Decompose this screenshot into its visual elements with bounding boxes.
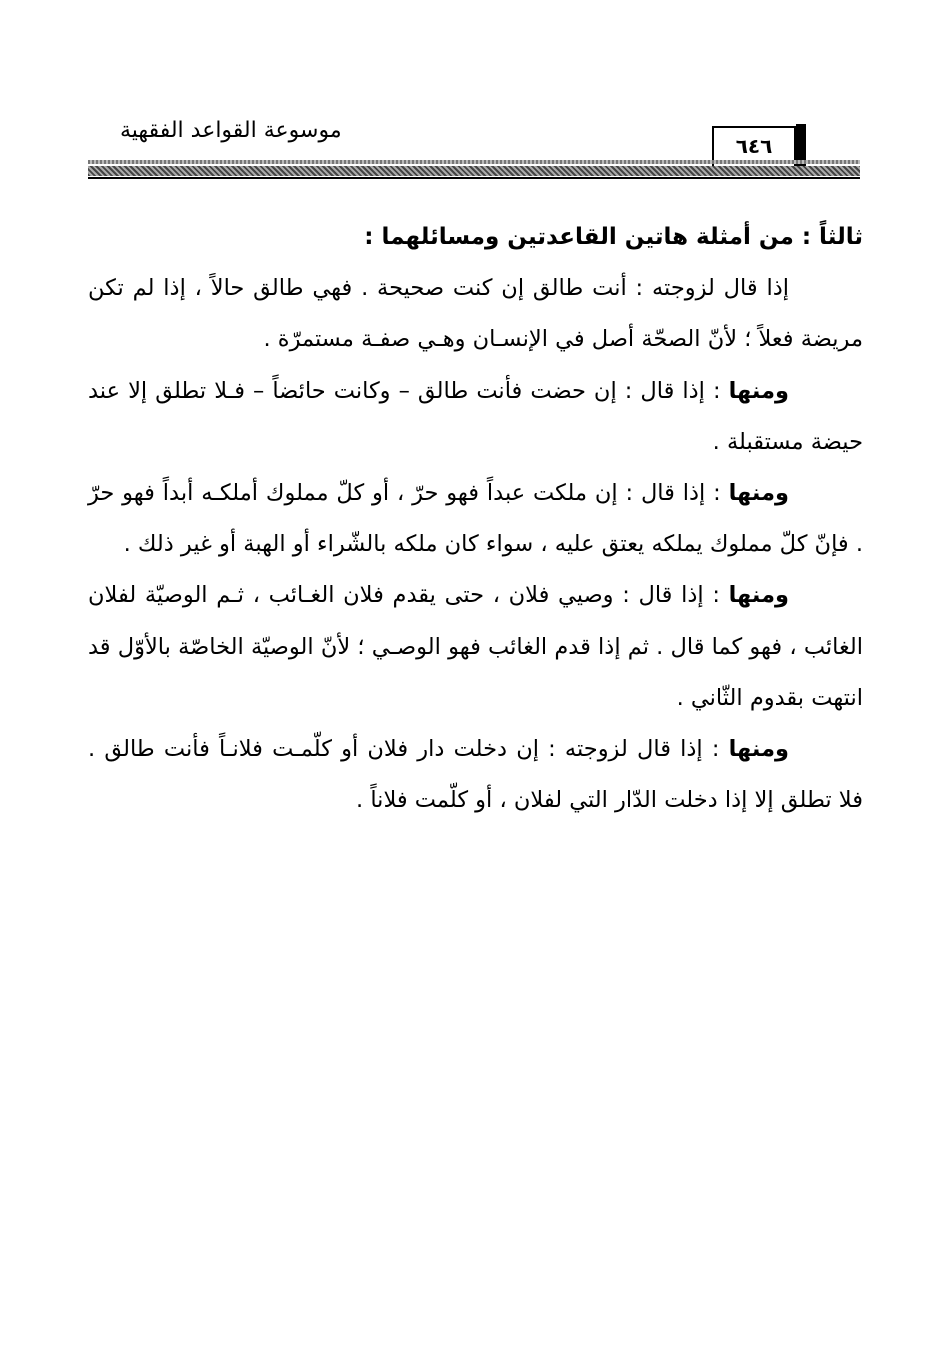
paragraph-1-text: إذا قال لزوجته : أنت طالق إن كنت صحيحة . فهي طالق حالاً ، إذا لم تكن مريضة فعلاً ؛ لأنّ الصحّة أصل في الإنسـان وهـي صفـة مستمرّة . (88, 275, 863, 353)
paragraph-2-lead: ومنها (728, 377, 789, 404)
header-rule-top (88, 160, 860, 164)
paragraph-1 (88, 263, 863, 365)
paragraph-3-lead: ومنها (728, 480, 789, 507)
paragraph-5-text: : إذا قال لزوجته : إن دخلت دار فلان أو كلّمـت فلانـاً فأنت طالق . فلا تطلق إلا إذا دخلت الدّار التي لفلان ، أو كلّمت فلاناً . (88, 736, 863, 814)
paragraph-4-lead: ومنها (728, 582, 789, 609)
paragraph-2 (88, 366, 863, 468)
paragraph-5 (88, 724, 863, 826)
paragraph-5-lead: ومنها (728, 736, 789, 763)
paragraph-2-text: : إذا قال : إن حضت فأنت طالق – وكانت حائضاً – فـلا تطلق إلا عند حيضة مستقبلة . (88, 377, 863, 455)
paragraph-4-text: : إذا قال : وصيي فلان ، حتى يقدم فلان الغـائب ، ثـم الوصيّة لفلان الغائب ، فهو كما قال . ثم إذا قدم الغائب فهو الوصـي ؛ لأنّ الوصيّة الخاصّة بالأوّل قد انتهت بقدوم الثّاني . (88, 582, 863, 711)
running-header-title: موسوعة القواعد الفقهية (120, 118, 342, 143)
page-number: ٦٤٦ (735, 134, 773, 158)
header-rule-line (88, 177, 860, 179)
main-text (88, 212, 863, 826)
header-rule-hatched (88, 166, 860, 176)
paragraph-3-text: : إذا قال : إن ملكت عبداً فهو حرّ ، أو كلّ مملوك أملكـه أبداً فهو حرّ . فإنّ كلّ مملوك يملكه يعتق عليه ، سواء كان ملكه بالشّراء أو الهبة أو غير ذلك . (88, 480, 863, 558)
section-heading: ثالثاً : من أمثلة هاتين القاعدتين ومسائلهما : (364, 224, 863, 250)
paragraph-4 (88, 570, 863, 724)
paragraph-3 (88, 468, 863, 570)
